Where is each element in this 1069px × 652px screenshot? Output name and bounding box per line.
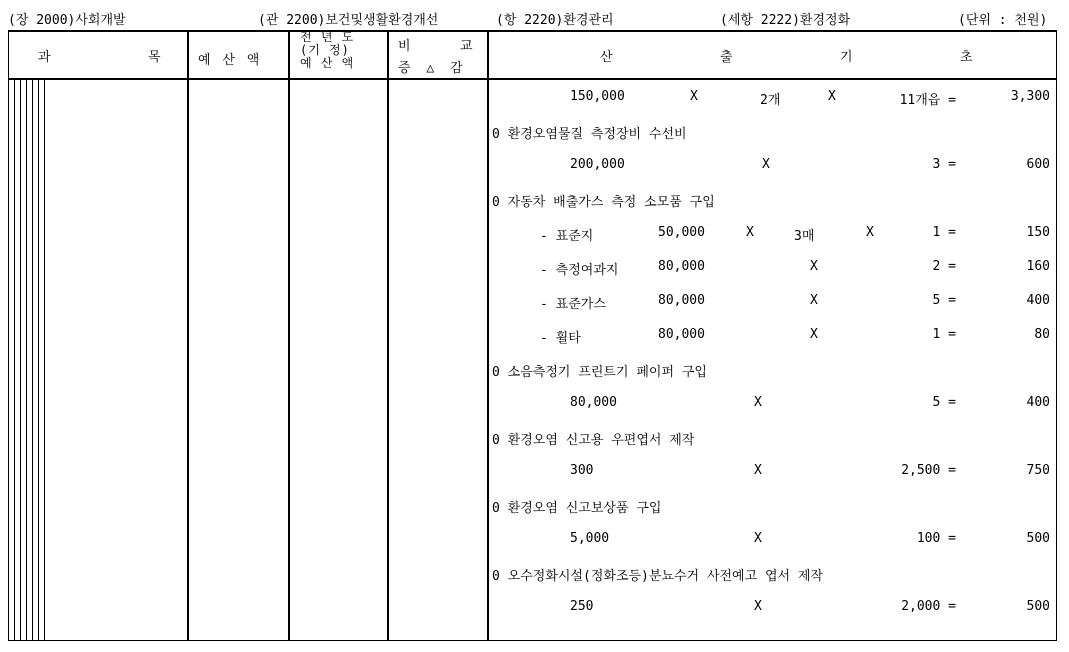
multiplier: 1 = [932, 327, 956, 342]
item-title: 0 환경오염 신고보상품 구입 [492, 501, 662, 516]
unit-price: 150,000 [570, 89, 625, 104]
times-sign: X [762, 157, 770, 172]
unit-price: 5,000 [570, 531, 610, 546]
times-sign: X [690, 89, 698, 104]
unit-price: 80,000 [658, 259, 705, 274]
col-header-subject-2: 목 [148, 50, 161, 65]
table-row [490, 590, 1056, 624]
col-header-budget: 예 산 액 [198, 53, 262, 68]
times-sign: X [866, 225, 874, 240]
quantity: 2개 [760, 93, 781, 108]
col-header-prev [300, 31, 354, 70]
jang-label: (장 2000)사회개발 [8, 13, 126, 28]
table-row [490, 216, 1056, 250]
row-total: 750 [1026, 463, 1050, 478]
col-header-prev-line2: (기 정) [300, 43, 350, 57]
item-title: 0 환경오염 신고용 우편엽서 제작 [492, 433, 695, 448]
row-total: 500 [1026, 599, 1050, 614]
times-sign: X [810, 259, 818, 274]
gwan-label: (관 2200)보건및생활환경개선 [258, 13, 439, 28]
multiplier: 11개읍 = [899, 93, 956, 108]
col-divider-subject [187, 30, 189, 641]
col-header-basis-4: 초 [960, 50, 973, 65]
unit-price: 250 [570, 599, 594, 614]
table-row [490, 352, 1056, 386]
subject-subline [20, 79, 21, 641]
row-total: 400 [1026, 395, 1050, 410]
table-row [490, 556, 1056, 590]
col-header-compare-1: 비 [398, 39, 411, 54]
table-row [490, 114, 1056, 148]
table-row [490, 488, 1056, 522]
subject-subline [44, 79, 45, 641]
table-row [490, 250, 1056, 284]
col-header-subject-1: 과 [38, 50, 51, 65]
table-row [490, 420, 1056, 454]
unit-price: 200,000 [570, 157, 625, 172]
item-title: 0 소음측정기 프린트기 페이퍼 구입 [492, 365, 707, 380]
table-row [490, 182, 1056, 216]
item-title: 0 자동차 배출가스 측정 소모품 구입 [492, 195, 715, 210]
unit-price: 80,000 [658, 327, 705, 342]
multiplier: 5 = [932, 395, 956, 410]
col-header-basis-2: 출 [720, 50, 733, 65]
col-header-basis-1: 산 [600, 50, 613, 65]
multiplier: 3 = [932, 157, 956, 172]
table-row [490, 386, 1056, 420]
times-sign: X [754, 463, 762, 478]
row-total: 150 [1026, 225, 1050, 240]
row-total: 3,300 [1010, 89, 1050, 104]
subject-subline [14, 79, 15, 641]
table-bottom-border [8, 640, 1057, 641]
multiplier: 100 = [916, 531, 956, 546]
table-right-border [1056, 30, 1057, 641]
table-row [490, 522, 1056, 556]
multiplier: 5 = [932, 293, 956, 308]
item-label: - 휠타 [540, 331, 581, 346]
times-sign: X [754, 531, 762, 546]
times-sign: X [828, 89, 836, 104]
times-sign: X [810, 293, 818, 308]
table-top-border [8, 30, 1057, 32]
multiplier: 2,000 = [901, 599, 956, 614]
col-header-prev-line1: 전 년 도 [300, 30, 355, 44]
sehang-label: (세항 2222)환경정화 [720, 13, 851, 28]
item-label: - 표준지 [540, 229, 594, 244]
row-total: 160 [1026, 259, 1050, 274]
table-row [490, 80, 1056, 114]
row-total: 400 [1026, 293, 1050, 308]
item-title: 0 환경오염물질 측정장비 수선비 [492, 127, 687, 142]
multiplier: 1 = [932, 225, 956, 240]
col-divider-compare [487, 30, 489, 641]
table-row [490, 318, 1056, 352]
unit-price: 50,000 [658, 225, 705, 240]
unit-label: (단위 : 천원) [958, 13, 1048, 28]
unit-price: 300 [570, 463, 594, 478]
times-sign: X [754, 599, 762, 614]
times-sign: X [810, 327, 818, 342]
table-left-border [8, 30, 9, 641]
item-label: - 표준가스 [540, 297, 606, 312]
unit-price: 80,000 [570, 395, 617, 410]
table-row [490, 284, 1056, 318]
subject-subline [38, 79, 39, 641]
table-row [490, 148, 1056, 182]
item-label: - 측정여과지 [540, 263, 619, 278]
unit-price: 80,000 [658, 293, 705, 308]
row-total: 80 [1034, 327, 1050, 342]
col-header-basis-3: 기 [840, 50, 853, 65]
col-divider-budget [288, 30, 290, 641]
item-title: 0 오수정화시설(정화조등)분뇨수거 사전예고 엽서 제작 [492, 569, 824, 584]
subject-subline [26, 79, 27, 641]
multiplier: 2,500 = [901, 463, 956, 478]
col-header-prev-line3: 예 산 액 [300, 56, 355, 70]
row-total: 600 [1026, 157, 1050, 172]
multiplier: 2 = [932, 259, 956, 274]
hang-label: (항 2220)환경관리 [496, 13, 614, 28]
subject-subline [32, 79, 33, 641]
times-sign: X [754, 395, 762, 410]
quantity: 3매 [794, 229, 815, 244]
row-total: 500 [1026, 531, 1050, 546]
table-row [490, 454, 1056, 488]
times-sign: X [746, 225, 754, 240]
col-header-compare-2: 교 [460, 39, 473, 54]
col-divider-prev [387, 30, 389, 641]
col-header-compare-3: 증 △ 감 [398, 61, 467, 76]
